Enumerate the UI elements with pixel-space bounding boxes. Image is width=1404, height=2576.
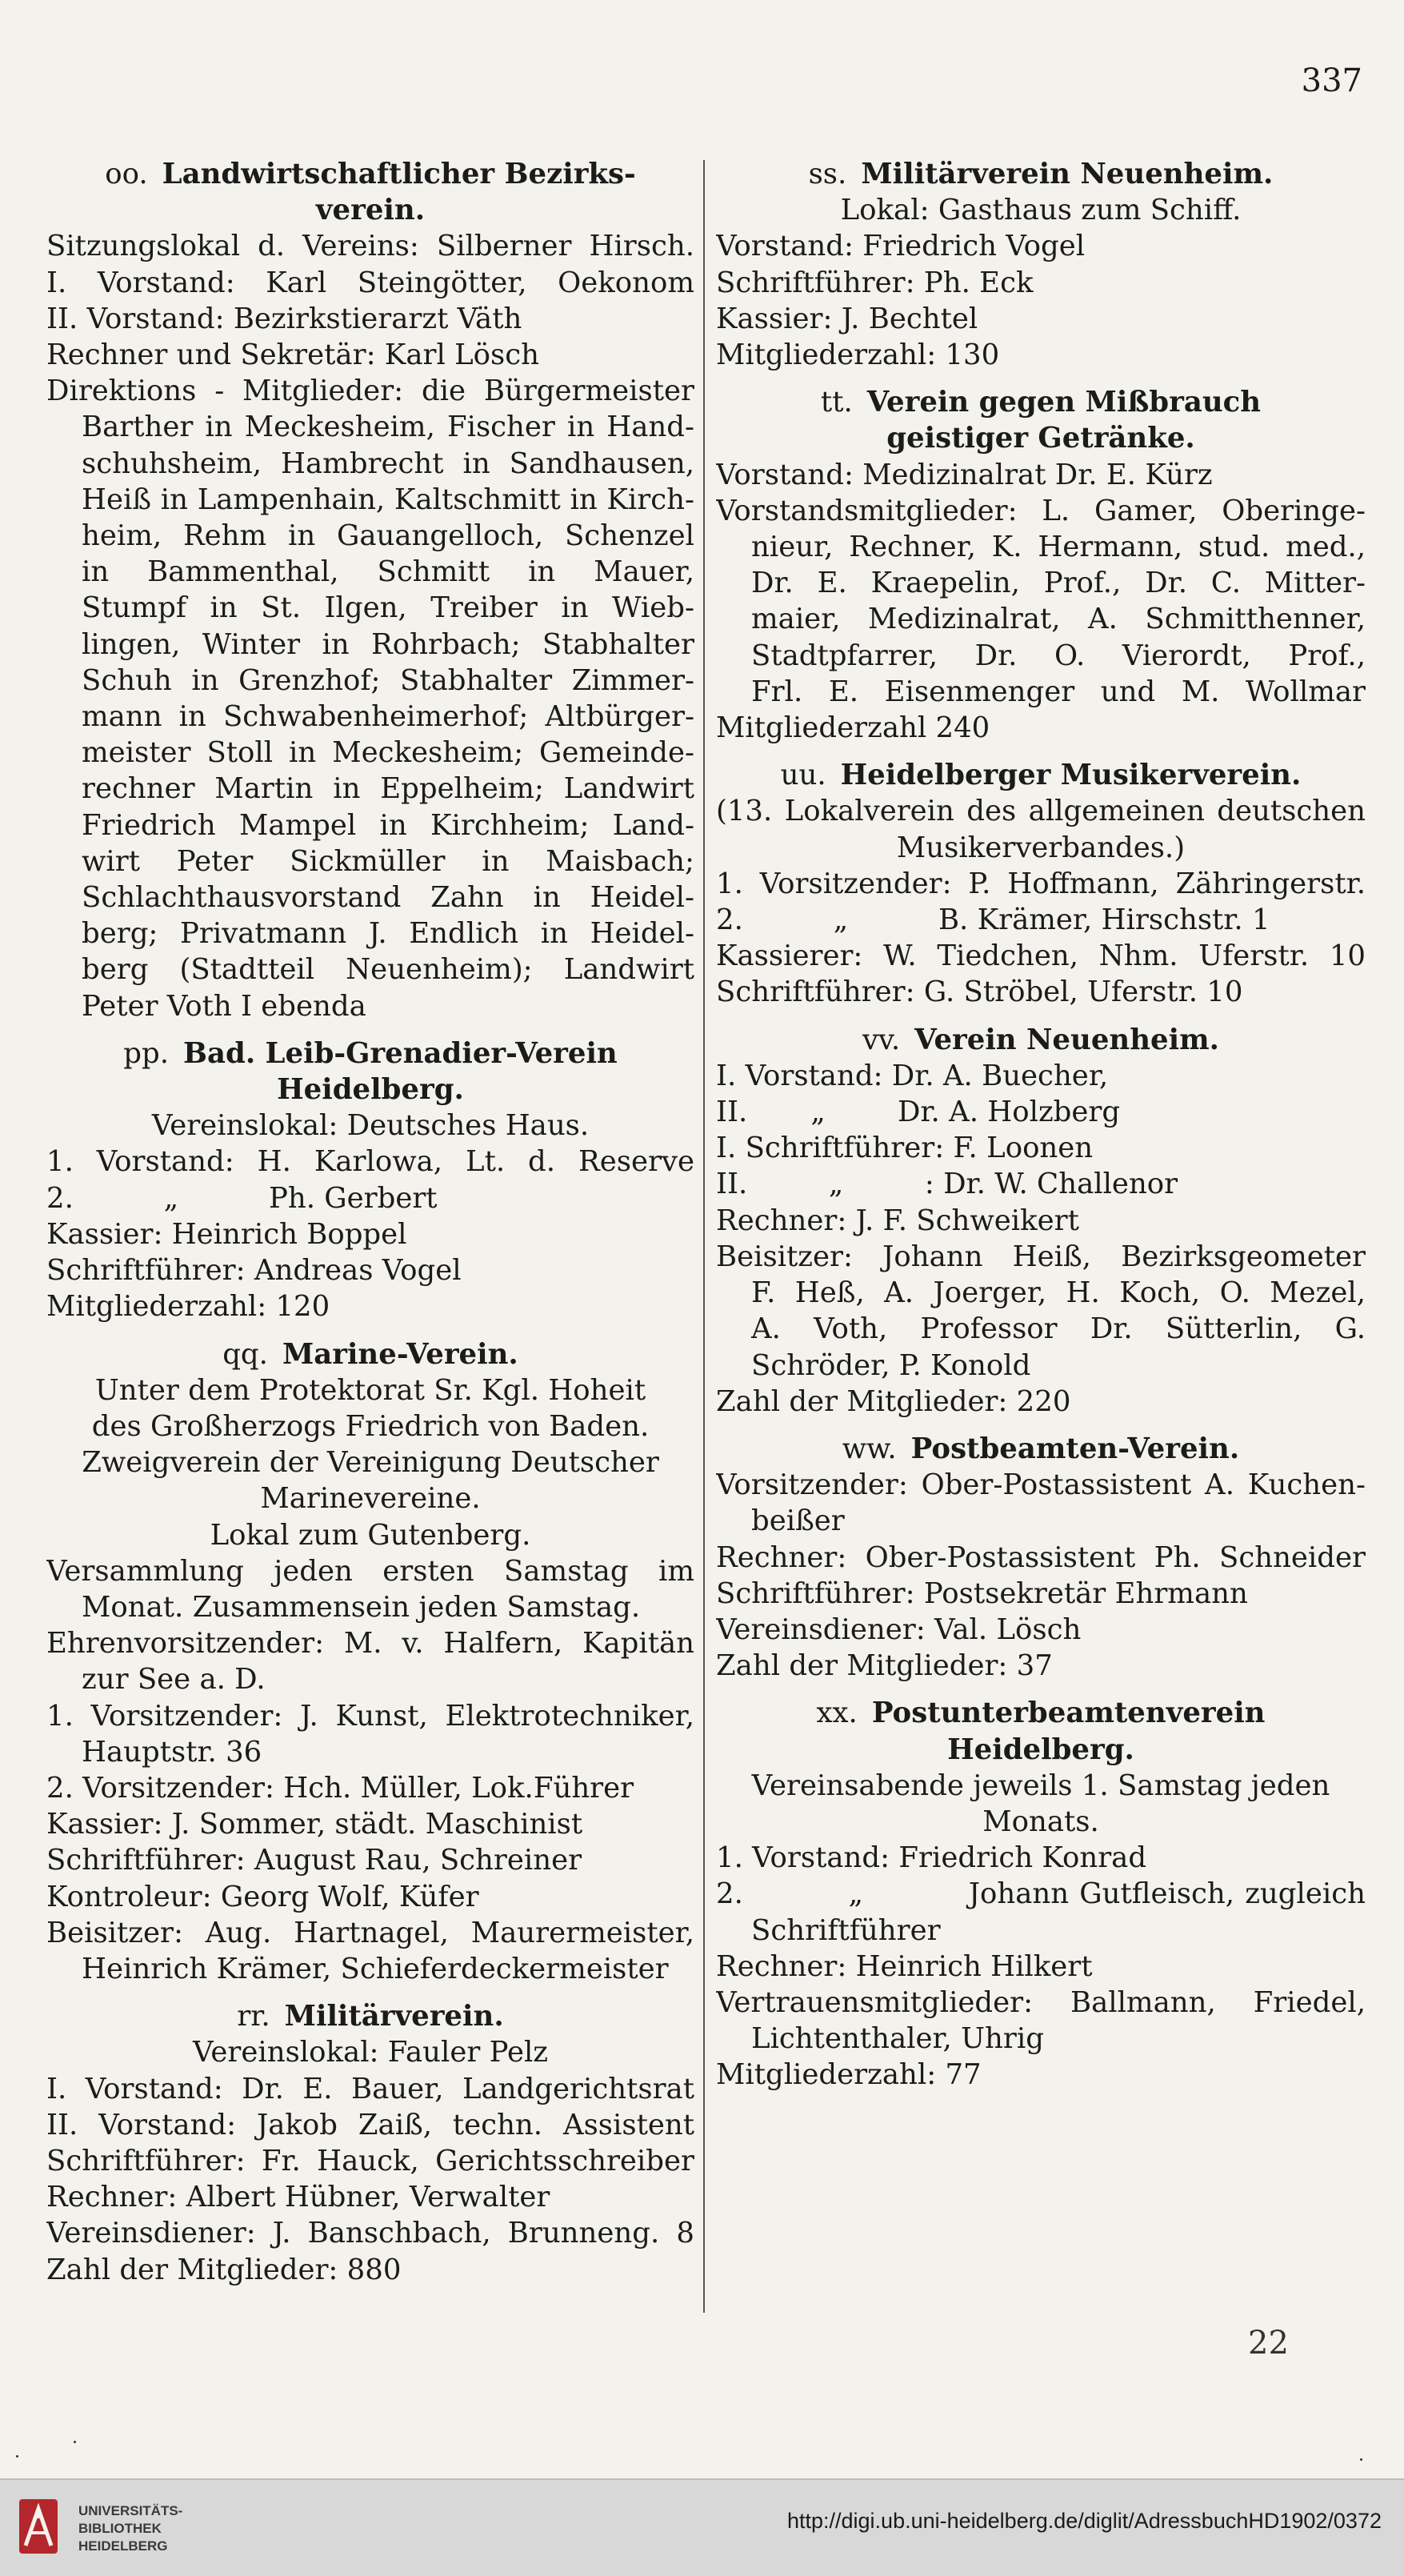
- entry-title: geistiger Getränke.: [886, 422, 1195, 455]
- library-name: [78, 2502, 182, 2555]
- entry-line: Kassier: Heinrich Boppel: [46, 1217, 407, 1251]
- page-number: 337: [1301, 62, 1362, 99]
- entry-line: meister Stoll in Meckesheim; Gemeinde-: [82, 736, 694, 770]
- entry-heading: [46, 1072, 694, 1108]
- entry-line: Schröder, P. Konold: [751, 1348, 1031, 1382]
- entry-heading: [716, 1431, 1366, 1467]
- entry-line: Vereinsdiener: J. Banschbach, Brunneng. 8: [46, 2217, 694, 2250]
- entry-mark: oo.: [105, 158, 148, 190]
- entry-line: berg; Privatmann J. Endlich in Heidel-: [82, 917, 694, 951]
- entry-line: Vorstandsmitglieder: L. Gamer, Oberinge-: [716, 494, 1366, 527]
- entry-line: schuhsheim, Hambrecht in Sandhausen,: [82, 447, 694, 480]
- entry-heading: [46, 156, 694, 192]
- entry-line: Mitgliederzahl: 130: [716, 339, 1000, 372]
- entry-line: Mitgliederzahl: 77: [716, 2058, 982, 2092]
- entry-line: Vertrauensmitglieder: Ballmann, Friedel,: [716, 1985, 1366, 2019]
- entry-line: Kassier: J. Sommer, städt. Maschinist: [46, 1808, 583, 1841]
- entry-line: Kassierer: W. Tiedchen, Nhm. Uferstr. 10: [716, 939, 1366, 973]
- entry-heading: [716, 757, 1366, 793]
- entry-line: Beisitzer: Johann Heiß, Bezirksgeometer: [716, 1240, 1366, 1273]
- entry-line: F. Heß, A. Joerger, H. Koch, O. Mezel,: [751, 1276, 1366, 1310]
- entry-line: beißer: [751, 1504, 845, 1538]
- entry-title: Bad. Leib-Grenadier-Verein: [182, 1036, 618, 1070]
- entry-line: Frl. E. Eisenmenger und M. Wollmar: [751, 675, 1366, 708]
- right-column: [716, 156, 1366, 2105]
- entry-title: Marine-Verein.: [282, 1337, 518, 1371]
- scan-speck: [1360, 2458, 1362, 2461]
- directory-entry-qq: [46, 1336, 694, 1988]
- entry-line: Dr. E. Kraepelin, Prof., Dr. C. Mitter-: [751, 567, 1366, 600]
- entry-line: Zahl der Mitglieder: 880: [46, 2253, 402, 2286]
- directory-entry-xx: [716, 1695, 1366, 2093]
- library-name-line: BIBLIOTHEK: [78, 2521, 162, 2536]
- entry-line: Monat. Zusammensein jeden Samstag.: [82, 1590, 641, 1624]
- entry-line: Sitzungslokal d. Vereins: Silberner Hirsch.: [46, 230, 694, 263]
- entry-line: I. Schriftführer: F. Loonen: [716, 1132, 1094, 1165]
- entry-line: Rechner: Ober-Postassistent Ph. Schneider: [716, 1540, 1366, 1574]
- entry-line: zur See a. D.: [82, 1663, 266, 1697]
- entry-line: Rechner: Albert Hübner, Verwalter: [46, 2181, 550, 2214]
- entry-line: Mitgliederzahl: 120: [46, 1290, 330, 1324]
- entry-line: Lokal: Gasthaus zum Schiff.: [840, 194, 1242, 227]
- entry-line: Zahl der Mitglieder: 37: [716, 1649, 1053, 1683]
- entry-line: II. Vorstand: Jakob Zaiß, techn. Assistent: [46, 2108, 694, 2141]
- entry-line: II. „ : Dr. W. Challenor: [716, 1168, 1178, 1201]
- entry-title: Heidelberger Musikerverein.: [840, 759, 1302, 792]
- entry-line: Schlachthausvorstand Zahn in Heidel-: [82, 881, 694, 915]
- entry-line: II. „ Dr. A. Holzberg: [716, 1096, 1121, 1129]
- entry-line: II. Vorstand: Bezirkstierarzt Väth: [46, 302, 522, 335]
- viewer-footer: [0, 2478, 1404, 2576]
- directory-entry-vv: [716, 1022, 1366, 1420]
- entry-line: Schriftführer: Postsekretär Ehrmann: [716, 1576, 1248, 1610]
- entry-mark: rr.: [237, 2000, 270, 2033]
- entry-line: Lichtenthaler, Uhrig: [751, 2022, 1044, 2056]
- entry-mark: ss.: [808, 158, 847, 190]
- entry-mark: xx.: [816, 1697, 858, 1730]
- entry-line: 1. Vorsitzender: J. Kunst, Elektrotechniker,: [46, 1699, 694, 1733]
- scan-speck: [74, 2441, 76, 2443]
- entry-line: Monats.: [982, 1805, 1099, 1838]
- entry-heading: [716, 156, 1366, 192]
- entry-heading: [716, 420, 1366, 456]
- entry-line: rechner Martin in Eppelheim; Landwirt: [82, 772, 694, 806]
- entry-line: Marinevereine.: [260, 1482, 481, 1516]
- entry-line: Vorsitzender: Ober-Postassistent A. Kuchen-: [716, 1468, 1366, 1502]
- directory-entry-uu: [716, 757, 1366, 1010]
- entry-line: Unter dem Protektorat Sr. Kgl. Hoheit: [94, 1373, 646, 1407]
- entry-line: Kontroleur: Georg Wolf, Küfer: [46, 1880, 479, 1913]
- entry-heading: [716, 1022, 1366, 1058]
- directory-entry-ww: [716, 1431, 1366, 1684]
- entry-title: Postbeamten-Verein.: [910, 1432, 1240, 1465]
- entry-line: berg (Stadtteil Neuenheim); Landwirt: [82, 953, 694, 987]
- entry-line: I. Vorstand: Dr. E. Bauer, Landgerichtsrat: [46, 2072, 694, 2105]
- entry-line: 2. „ B. Krämer, Hirschstr. 1: [716, 903, 1270, 937]
- entry-heading: [716, 1732, 1366, 1768]
- entry-heading: [46, 1998, 694, 2034]
- entry-line: des Großherzogs Friedrich von Baden.: [91, 1409, 650, 1443]
- entry-line: (13. Lokalverein des allgemeinen deutschen: [716, 795, 1366, 828]
- entry-line: I. Vorstand: Dr. A. Buecher,: [716, 1059, 1109, 1092]
- entry-line: I. Vorstand: Karl Steingötter, Oekonom: [46, 266, 694, 299]
- entry-line: Heinrich Krämer, Schieferdeckermeister: [82, 1952, 669, 1985]
- entry-title: Verein Neuenheim.: [914, 1023, 1220, 1056]
- entry-line: Schriftführer: Ph. Eck: [716, 266, 1034, 299]
- entry-line: maier, Medizinalrat, A. Schmitthenner,: [751, 603, 1366, 636]
- entry-line: Rechner und Sekretär: Karl Lösch: [46, 339, 540, 372]
- entry-line: Stumpf in St. Ilgen, Treiber in Wieb-: [82, 591, 694, 625]
- entry-heading: [46, 1036, 694, 1072]
- entry-line: 2. „ Ph. Gerbert: [46, 1181, 438, 1215]
- entry-line: 1. Vorsitzender: P. Hoffmann, Zähringerstr.: [716, 867, 1366, 900]
- entry-line: Vorstand: Medizinalrat Dr. E. Kürz: [716, 458, 1213, 491]
- entry-line: Barther in Meckesheim, Fischer in Hand-: [82, 411, 694, 444]
- entry-line: Schriftführer: [751, 1913, 941, 1947]
- entry-line: Vereinslokal: Fauler Pelz: [192, 2036, 549, 2069]
- entry-line: Kassier: J. Bechtel: [716, 302, 978, 335]
- entry-line: Ehrenvorsitzender: M. v. Halfern, Kapitän: [46, 1627, 694, 1661]
- column-divider: [703, 160, 705, 2313]
- entry-line: Vereinsabende jeweils 1. Samstag jeden: [751, 1769, 1330, 1802]
- entry-line: nieur, Rechner, K. Hermann, stud. med.,: [751, 531, 1366, 564]
- entry-line: Schriftführer: Andreas Vogel: [46, 1254, 462, 1288]
- entry-line: Schriftführer: August Rau, Schreiner: [46, 1844, 582, 1877]
- directory-entry-rr: [46, 1998, 694, 2288]
- entry-mark: pp.: [123, 1036, 169, 1070]
- left-column: [46, 156, 694, 2299]
- entry-line: lingen, Winter in Rohrbach; Stabhalter: [82, 627, 694, 661]
- entry-mark: uu.: [780, 759, 826, 792]
- entry-line: Musikerverbandes.): [896, 831, 1186, 864]
- entry-line: Peter Voth I ebenda: [82, 989, 366, 1023]
- entry-title: Verein gegen Mißbrauch: [866, 386, 1262, 419]
- directory-entry-tt: [716, 384, 1366, 746]
- directory-entry-pp: [46, 1036, 694, 1325]
- entry-line: Rechner: Heinrich Hilkert: [716, 1949, 1093, 1983]
- entry-line: Friedrich Mampel in Kirchheim; Land-: [82, 808, 694, 842]
- entry-mark: ww.: [842, 1432, 897, 1465]
- entry-heading: [46, 1336, 694, 1372]
- entry-line: Rechner: J. F. Schweikert: [716, 1204, 1079, 1237]
- entry-line: Zweigverein der Vereinigung Deutscher: [82, 1446, 659, 1480]
- entry-title: Heidelberg.: [947, 1733, 1134, 1766]
- entry-line: Schuh in Grenzhof; Stabhalter Zimmer-: [82, 663, 694, 697]
- entry-mark: vv.: [862, 1023, 901, 1056]
- entry-line: 2. „ Johann Gutfleisch, zugleich: [716, 1877, 1366, 1911]
- library-name-line: HEIDELBERG: [78, 2538, 168, 2554]
- entry-title: Landwirtschaftlicher Bezirks-: [162, 158, 636, 190]
- entry-line: heim, Rehm in Gauangelloch, Schenzel: [82, 519, 694, 553]
- entry-line: Stadtpfarrer, Dr. O. Vierordt, Prof.,: [751, 639, 1366, 672]
- entry-line: Beisitzer: Aug. Hartnagel, Maurermeister,: [46, 1916, 694, 1949]
- entry-line: Vorstand: Friedrich Vogel: [716, 230, 1086, 263]
- entry-title: Heidelberg.: [277, 1073, 464, 1107]
- entry-title: Militärverein.: [284, 2000, 504, 2033]
- entry-line: A. Voth, Professor Dr. Sütterlin, G.: [751, 1312, 1366, 1346]
- entry-line: Schriftführer: G. Ströbel, Uferstr. 10: [716, 976, 1243, 1009]
- entry-line: 1. Vorstand: Friedrich Konrad: [716, 1841, 1147, 1875]
- library-name-line: UNIVERSITÄTS-: [78, 2503, 183, 2518]
- entry-heading: [46, 192, 694, 228]
- entry-line: Mitgliederzahl 240: [716, 711, 990, 745]
- sheet-signature-mark: 22: [1248, 2325, 1289, 2362]
- entry-line: Heiß in Lampenhain, Kaltschmitt in Kirch-: [82, 483, 694, 516]
- entry-line: Zahl der Mitglieder: 220: [716, 1384, 1071, 1418]
- entry-line: Schriftführer: Fr. Hauck, Gerichtsschreiber: [46, 2144, 694, 2177]
- entry-title: verein.: [315, 194, 426, 227]
- scan-speck: [16, 2455, 18, 2458]
- entry-mark: qq.: [222, 1337, 268, 1371]
- entry-line: Versammlung jeden ersten Samstag im: [46, 1554, 694, 1588]
- entry-title: Militärverein Neuenheim.: [861, 158, 1274, 190]
- directory-entry-ss: [716, 156, 1366, 373]
- entry-line: in Bammenthal, Schmitt in Mauer,: [82, 555, 694, 589]
- entry-title: Postunterbeamtenverein: [871, 1697, 1266, 1730]
- entry-heading: [716, 1695, 1366, 1731]
- directory-entry-oo: [46, 156, 694, 1024]
- source-url-link[interactable]: http://digi.ub.uni-heidelberg.de/diglit/AdressbuchHD1902/0372: [786, 2509, 1382, 2533]
- entry-line: Hauptstr. 36: [82, 1735, 262, 1769]
- entry-heading: [716, 384, 1366, 420]
- entry-line: wirt Peter Sickmüller in Maisbach;: [82, 844, 694, 878]
- entry-line: Vereinsdiener: Val. Lösch: [716, 1613, 1082, 1646]
- entry-line: Direktions - Mitglieder: die Bürgermeister: [46, 375, 694, 408]
- entry-line: 1. Vorstand: H. Karlowa, Lt. d. Reserve: [46, 1145, 694, 1179]
- entry-line: 2. Vorsitzender: Hch. Müller, Lok.Führer: [46, 1771, 634, 1805]
- university-library-logo-icon: [18, 2498, 59, 2555]
- entry-line: Vereinslokal: Deutsches Haus.: [151, 1109, 590, 1143]
- entry-line: mann in Schwabenheimerhof; Altbürger-: [82, 700, 694, 734]
- entry-line: Lokal zum Gutenberg.: [210, 1518, 531, 1552]
- entry-mark: tt.: [820, 386, 853, 419]
